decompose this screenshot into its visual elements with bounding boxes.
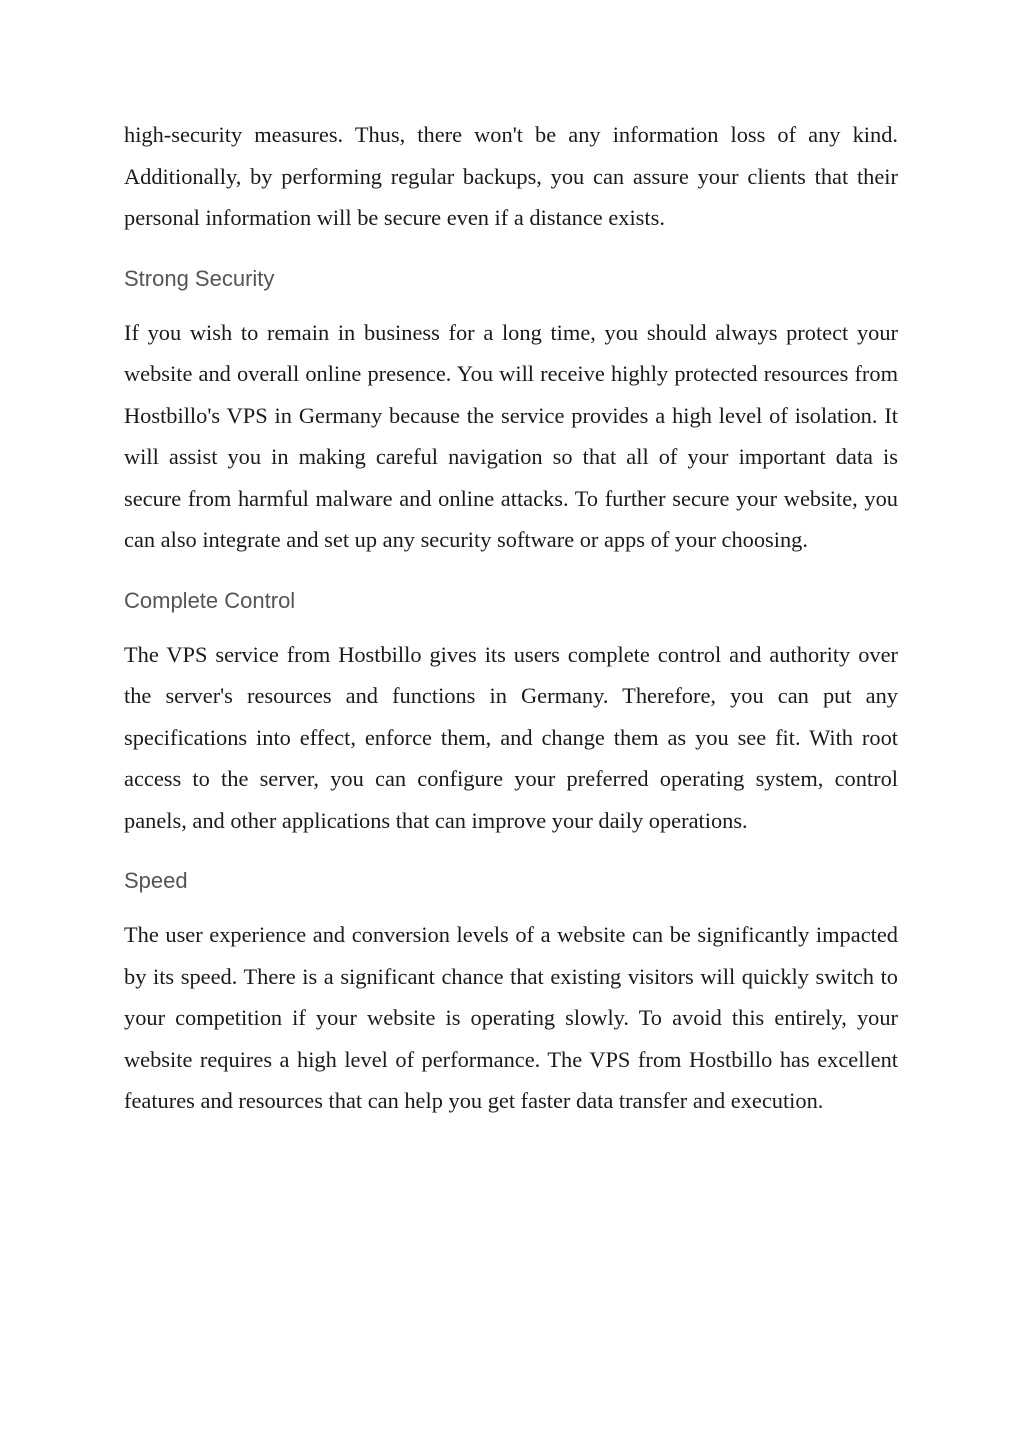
section-paragraph-strong-security: If you wish to remain in business for a long time, you should always protect your website and overall online presence. You will receive highly protected resources from Hostbillo's VPS in Germany because the service provides a high level of isolation. It will assist you in making careful navigation so that all of your important data is secure from harmful malware and online attacks. To further secure your website, you can also integrate and set up any security software or apps of your choosing.: [124, 319, 898, 552]
section-heading-speed: Speed: [124, 868, 188, 893]
section-paragraph-speed: The user experience and conversion levels of a website can be significantly impacted by its speed. There is a significant chance that existing visitors will quickly switch to your competition if your website is operating slowly. To avoid this entirely, your website requires a high level of performance. The VPS from Hostbillo has excellent features and resources that can help you get faster data transfer and execution.: [124, 922, 898, 1113]
intro-paragraph: high-security measures. Thus, there won't be any information loss of any kind. Additionally, by performing regular backups, you can assure your clients that their personal information will be secure even if a distance exists.: [124, 122, 898, 230]
document-page: [124, 114, 898, 1122]
section-heading-complete-control: Complete Control: [124, 587, 296, 613]
section-heading-strong-security: Strong Security: [124, 265, 275, 291]
section-paragraph-complete-control: The VPS service from Hostbillo gives its users complete control and authority over the server's resources and functions in Germany. Therefore, you can put any specifications into effect, enforce them, and change them as you see fit. With root access to the server, you can configure your preferred operating system, control panels, and other applications that can improve your daily operations.: [124, 641, 898, 833]
